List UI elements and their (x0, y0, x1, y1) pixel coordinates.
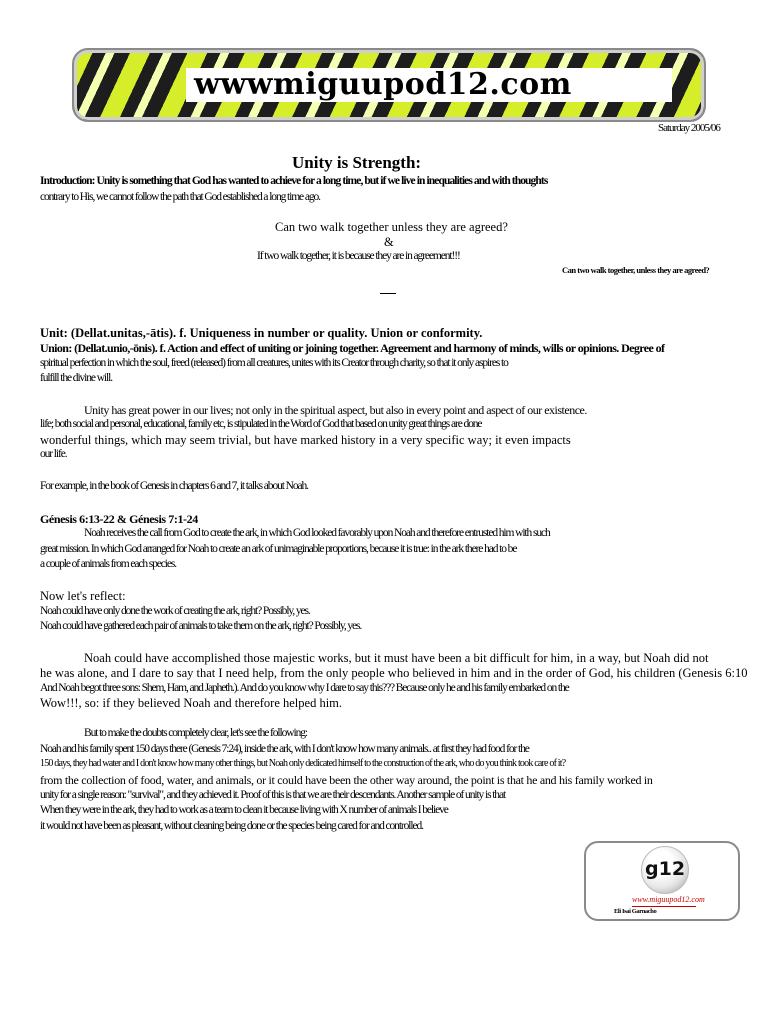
power-line-1: Unity has great power in our lives; not only in the spiritual aspect, but also in every point and aspect of our existence. (84, 403, 587, 417)
footer-logo-underline (632, 906, 696, 907)
banner-site-name: wwwmiguupod12.com (186, 68, 672, 102)
power-line-3: wonderful things, which may seem trivial, but have marked history in a very specific way; it even impacts (40, 433, 571, 447)
footer-logo-mark: g12 (645, 858, 686, 880)
doubts-line-3: 150 days, they had water and I don't know how many other things, but Noah only dedicated himself to the construction of the ark, who do you think took care of it? (40, 758, 566, 769)
majestic-line-4: Wow!!!, so: if they believed Noah and therefore helped him. (40, 696, 343, 710)
reflect-question-1: Noah could have only done the work of creating the ark, right? Possibly, yes. (40, 605, 310, 617)
footer-logo-url: www.miguupod12.com (632, 895, 705, 904)
divider (380, 293, 396, 294)
footer-signature: Eli Isai Garnacho (614, 908, 657, 915)
power-line-4: our life. (40, 448, 67, 460)
definition-union: Union: (Dellat.unio,-ōnis). f. Action and effect of uniting or joining together. Agreement and harmony of minds, wills or opinions. Degree of (40, 341, 665, 355)
definition-spiritual-1: spiritual perfection in which the soul, freed (released) from all creatures, unites with its Creator through charity, so that it only aspires to (40, 357, 508, 369)
example-line: For example, in the book of Genesis in chapters 6 and 7, it talks about Noah. (40, 480, 308, 492)
genesis-line-1: Noah receives the call from God to create the ark, in which God looked favorably upon Noah and therefore entrusted him with such (84, 527, 550, 539)
doubts-line-1: But to make the doubts completely clear, let's see the following: (84, 727, 307, 739)
definition-unit: Unit: (Dellat.unitas,-ātis). f. Uniqueness in number or quality. Union or conformity. (40, 326, 483, 340)
reflect-question-2: Noah could have gathered each pair of animals to take them on the ark, right? Possibly, yes. (40, 620, 362, 632)
doubts-line-6: When they were in the ark, they had to work as a team to clean it because living with X number of animals I believe (40, 804, 448, 816)
genesis-line-2: great mission. In which God arranged for Noah to create an ark of unimaginable proportions, because it is true: in the ark there had to be (40, 543, 517, 555)
site-banner (72, 48, 706, 122)
doubts-line-4: from the collection of food, water, and animals, or it could have been the other way around, the point is that he and his family worked in (40, 773, 653, 787)
genesis-line-3: a couple of animals from each species. (40, 558, 177, 570)
doubts-line-2: Noah and his family spent 150 days there (Genesis 7:24), inside the ark, with I don't know how many animals.. at first they had food for the (40, 743, 529, 755)
verse-answer: If two walk together, it is because they are in agreement!!! (257, 250, 460, 262)
doubts-line-7: it would not have been as pleasant, without cleaning being done or the species being cared for and controlled. (40, 820, 423, 832)
verse-question: Can two walk together unless they are agreed? (275, 220, 508, 234)
page-title: Unity is Strength: (292, 153, 422, 172)
date: Saturday 2005/06 (658, 122, 720, 134)
definition-spiritual-2: fulfill the divine will. (40, 372, 112, 384)
intro-line-1: Introduction: Unity is something that God has wanted to achieve for a long time, but if we live in inequalities and with thoughts (40, 175, 548, 187)
reflect-heading: Now let's reflect: (40, 589, 126, 603)
majestic-line-2: he was alone, and I dare to say that I need help, from the only people who believed in him and in the order of God, his children (Genesis 6:10 (40, 666, 748, 680)
genesis-reference: Génesis 6:13-22 & Génesis 7:1-24 (40, 512, 198, 526)
intro-line-2: contrary to His, we cannot follow the path that God established a long time ago. (40, 191, 320, 203)
verse-small: Can two walk together, unless they are agreed? (562, 265, 710, 275)
majestic-line-3: And Noah begot three sons: Shem, Ham, and Japheth.). And do you know why I dare to say this??? Because only he and his family embarked on the (40, 682, 569, 694)
power-line-2: life; both social and personal, educational, family etc, is stipulated in the Word of God that based on unity great things are done (40, 418, 482, 430)
verse-ampersand: & (384, 235, 394, 249)
majestic-line-1: Noah could have accomplished those majestic works, but it must have been a bit difficult for him, in a way, but Noah did not (84, 651, 709, 665)
doubts-line-5: unity for a single reason: "survival", and they achieved it. Proof of this is that we are their descendants. Another sample of unity is that (40, 789, 506, 801)
